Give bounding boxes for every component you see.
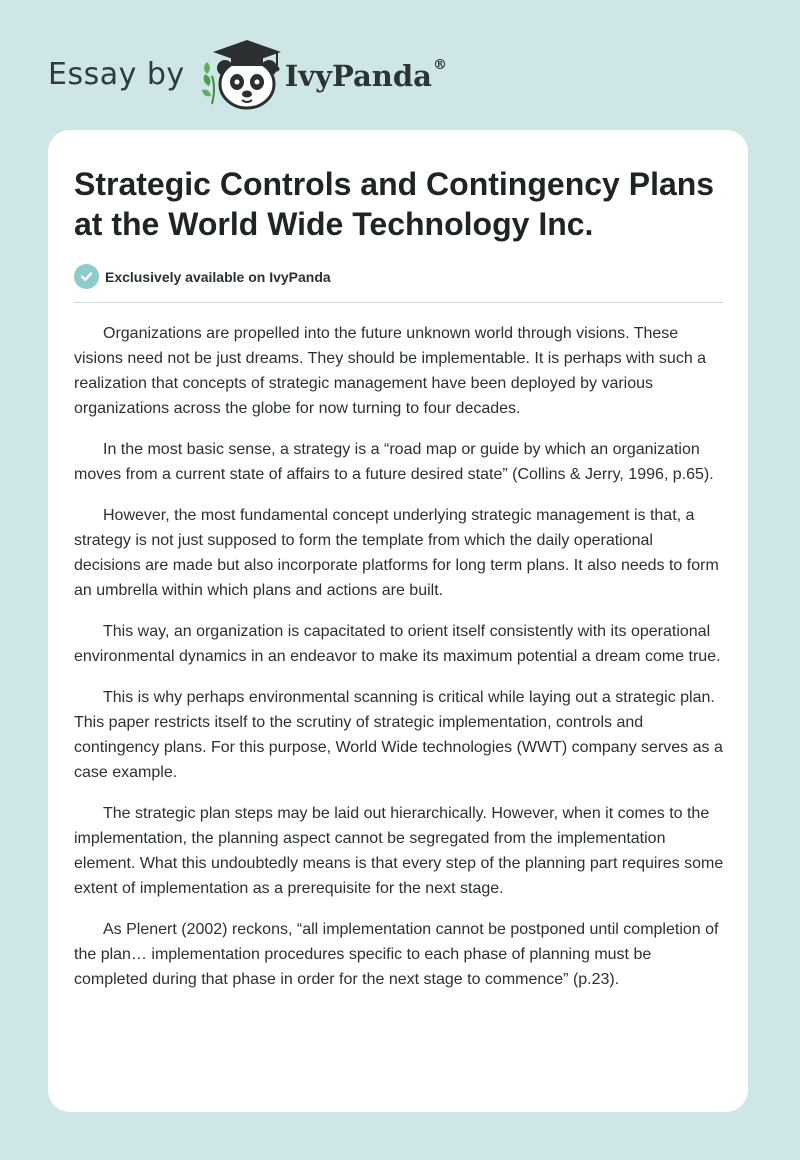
essay-by-label: Essay by bbox=[48, 56, 185, 92]
paragraph: In the most basic sense, a strategy is a “road map or guide by which an organization moves from a current state of affairs to a future desired state” (Collins & Jerry, 1996, p.65). bbox=[74, 441, 714, 483]
registered-mark: ® bbox=[432, 57, 447, 74]
article-card bbox=[48, 130, 748, 1112]
paragraph: However, the most fundamental concept underlying strategic management is that, a strategy is not just supposed to form the template from which the daily operational decisions are made but also incorporate platforms for long term plans. It also needs to form an umbrella within which plans and actions are built. bbox=[74, 507, 719, 599]
article-body bbox=[74, 321, 724, 1008]
site-header bbox=[48, 34, 447, 114]
paragraph: As Plenert (2002) reckons, “all implementation cannot be postponed until completion of the plan… implementation procedures specific to each phase of planning must be completed during that phase in order for the next stage to commence” (p.23). bbox=[74, 921, 719, 988]
paragraph: This is why perhaps environmental scanning is critical while laying out a strategic plan. This paper restricts itself to the scrutiny of strategic implementation, controls and contingency plans. For this purpose, World Wide technologies (WWT) company serves as a case example. bbox=[74, 689, 723, 781]
brand-text: IvyPanda bbox=[284, 59, 432, 93]
panda-graduation-cap-logo-icon[interactable] bbox=[199, 34, 291, 114]
exclusive-badge bbox=[74, 264, 331, 289]
brand-name[interactable] bbox=[285, 59, 447, 93]
check-circle-icon bbox=[74, 264, 99, 289]
paragraph: This way, an organization is capacitated to orient itself consistently with its operational environmental dynamics in an endeavor to make its maximum potential a dream come true. bbox=[74, 623, 721, 665]
badge-text: Exclusively available on IvyPanda bbox=[105, 268, 331, 285]
page-title: Strategic Controls and Contingency Plans at the World Wide Technology Inc. bbox=[74, 166, 715, 242]
paragraph: The strategic plan steps may be laid out hierarchically. However, when it comes to the implementation, the planning aspect cannot be segregated from the implementation element. What this undoubtedly means is that every step of the planning part requires some extent of implementation as a prerequisite for the next stage. bbox=[74, 805, 724, 897]
paragraph: Organizations are propelled into the future unknown world through visions. These visions need not be just dreams. They should be implementable. It is perhaps with such a realization that concepts of strategic management have been deployed by various organizations across the globe for now turning to four decades. bbox=[74, 325, 707, 417]
divider bbox=[74, 302, 723, 303]
